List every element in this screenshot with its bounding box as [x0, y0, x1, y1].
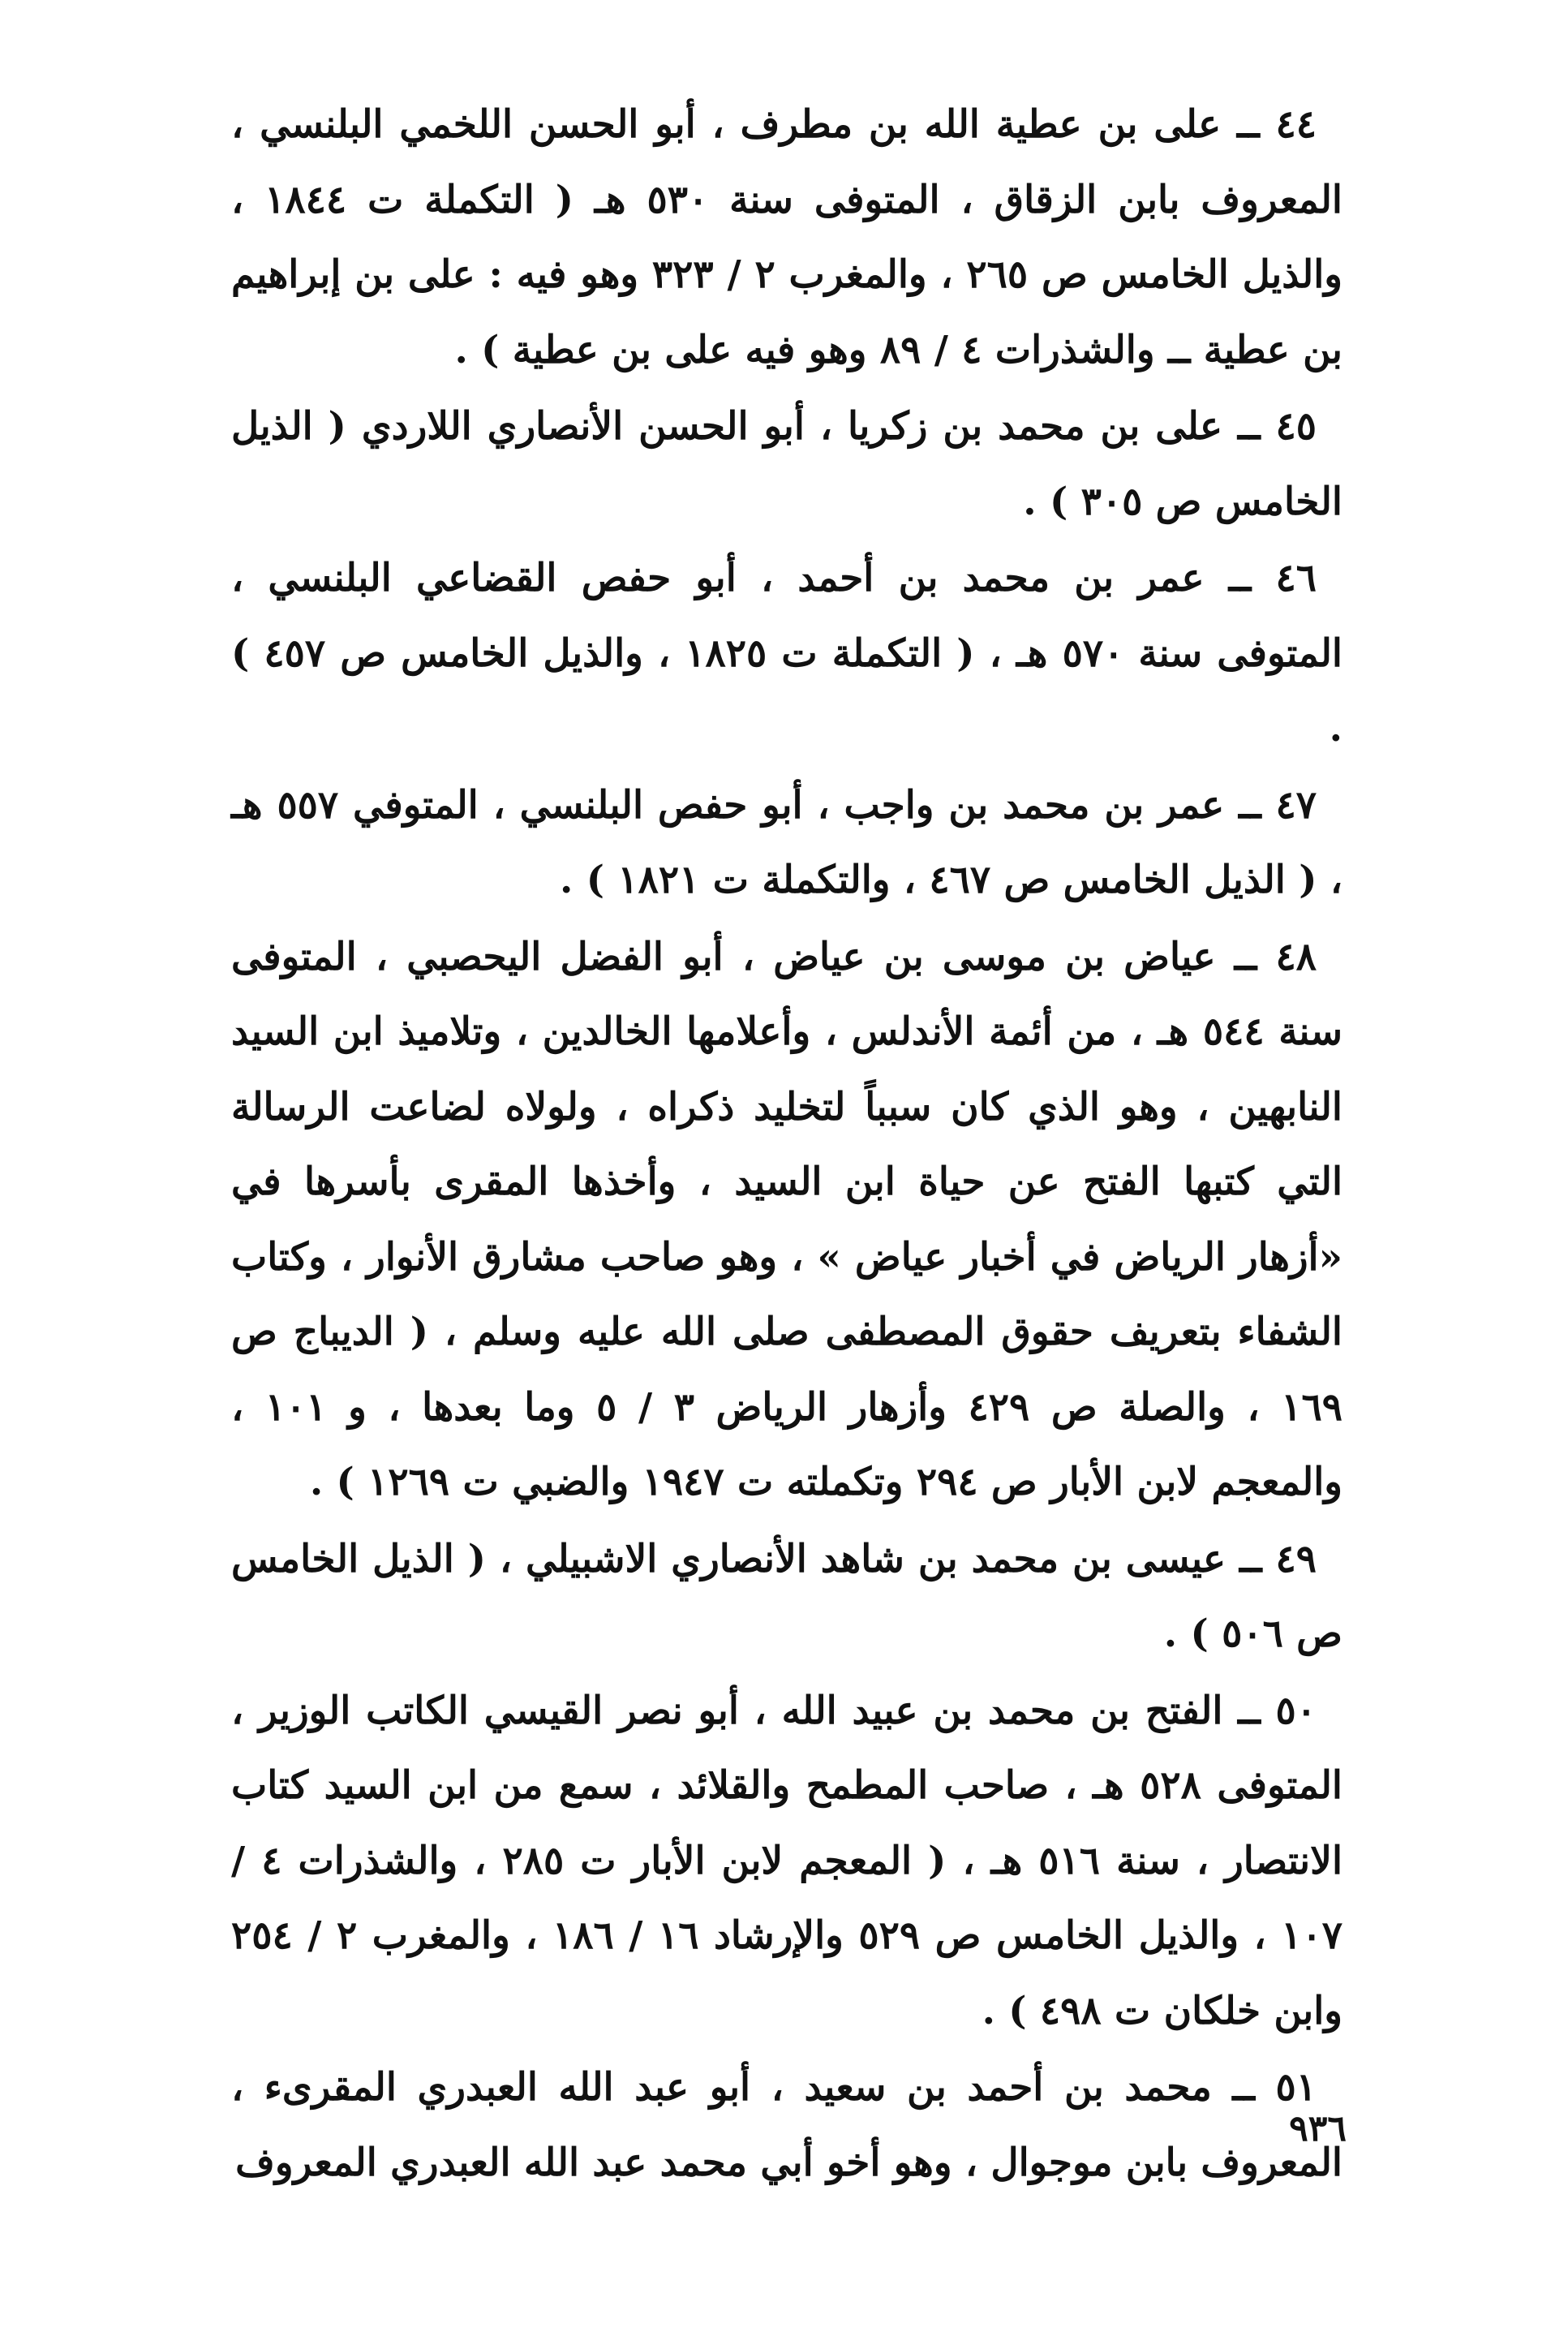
text-body [231, 88, 1342, 2202]
entry-44: ٤٤ ــ على بن عطية الله بن مطرف ، أبو الحسن اللخمي البلنسي ، المعروف بابن الزقاق ، المتوفى سنة ٥٣٠ هـ ( التكملة ت ١٨٤٤ ، والذيل الخامس ص ٢٦٥ ، والمغرب ٢ / ٣٢٣ وهو فيه : على بن إبراهيم بن عطية ــ والشذرات ٤ / ٨٩ وهو فيه على بن عطية ) . [231, 102, 1342, 372]
entry-50: ٥٠ ــ الفتح بن محمد بن عبيد الله ، أبو نصر القيسي الكاتب الوزير ، المتوفى ٥٢٨ هـ ، صاحب المطمح والقلائد ، سمع من ابن السيد كتاب الانتصار ، سنة ٥١٦ هـ ، ( المعجم لابن الأبار ت ٢٨٥ ، والشذرات ٤ / ١٠٧ ، والذيل الخامس ص ٥٢٩ والإرشاد ١٦ / ١٨٦ ، والمغرب ٢ / ٢٥٤ وابن خلكان ت ٤٩٨ ) . [231, 1688, 1342, 2033]
page-number: ٩٣٦ [1289, 2108, 1347, 2149]
entry-48: ٤٨ ــ عياض بن موسى بن عياض ، أبو الفضل اليحصبي ، المتوفى سنة ٥٤٤ هـ ، من أئمة الأندلس ، وأعلامها الخالدين ، وتلاميذ ابن السيد النابهين ، وهو الذي كان سبباً لتخليد ذكراه ، ولولاه لضاعت الرسالة التي كتبها الفتح عن حياة ابن السيد ، وأخذها المقرى بأسرها في «أزهار الرياض في أخبار عياض » ، وهو صاحب مشارق الأنوار ، وكتاب الشفاء بتعريف حقوق المصطفى صلى الله عليه وسلم ، ( الديباج ص ١٦٩ ، والصلة ص ٤٢٩ وأزهار الرياض ٣ / ٥ وما بعدها ، و ١٠١ ، والمعجم لابن الأبار ص ٢٩٤ وتكملته ت ١٩٤٧ والضبي ت ١٢٦٩ ) . [231, 934, 1342, 1504]
entry-47: ٤٧ ــ عمر بن محمد بن واجب ، أبو حفص البلنسي ، المتوفي ٥٥٧ هـ ، ( الذيل الخامس ص ٤٦٧ ، والتكملة ت ١٨٢١ ) . [231, 782, 1342, 902]
entry-45: ٤٥ ــ على بن محمد بن زكريا ، أبو الحسن الأنصاري اللاردي ( الذيل الخامس ص ٣٠٥ ) . [231, 404, 1342, 524]
entry-51: ٥١ ــ محمد بن أحمد بن سعيد ، أبو عبد الله العبدري المقرىء ، المعروف بابن موجوال ، وهو أخو أبي محمد عبد الله العبدري المعروف [231, 2065, 1342, 2185]
entry-46: ٤٦ ــ عمر بن محمد بن أحمد ، أبو حفص القضاعي البلنسي ، المتوفى سنة ٥٧٠ هـ ، ( التكملة ت ١٨٢٥ ، والذيل الخامس ص ٤٥٧ ) . [231, 556, 1342, 751]
entry-49: ٤٩ ــ عيسى بن محمد بن شاهد الأنصاري الاشبيلي ، ( الذيل الخامس ص ٥٠٦ ) . [231, 1536, 1342, 1656]
